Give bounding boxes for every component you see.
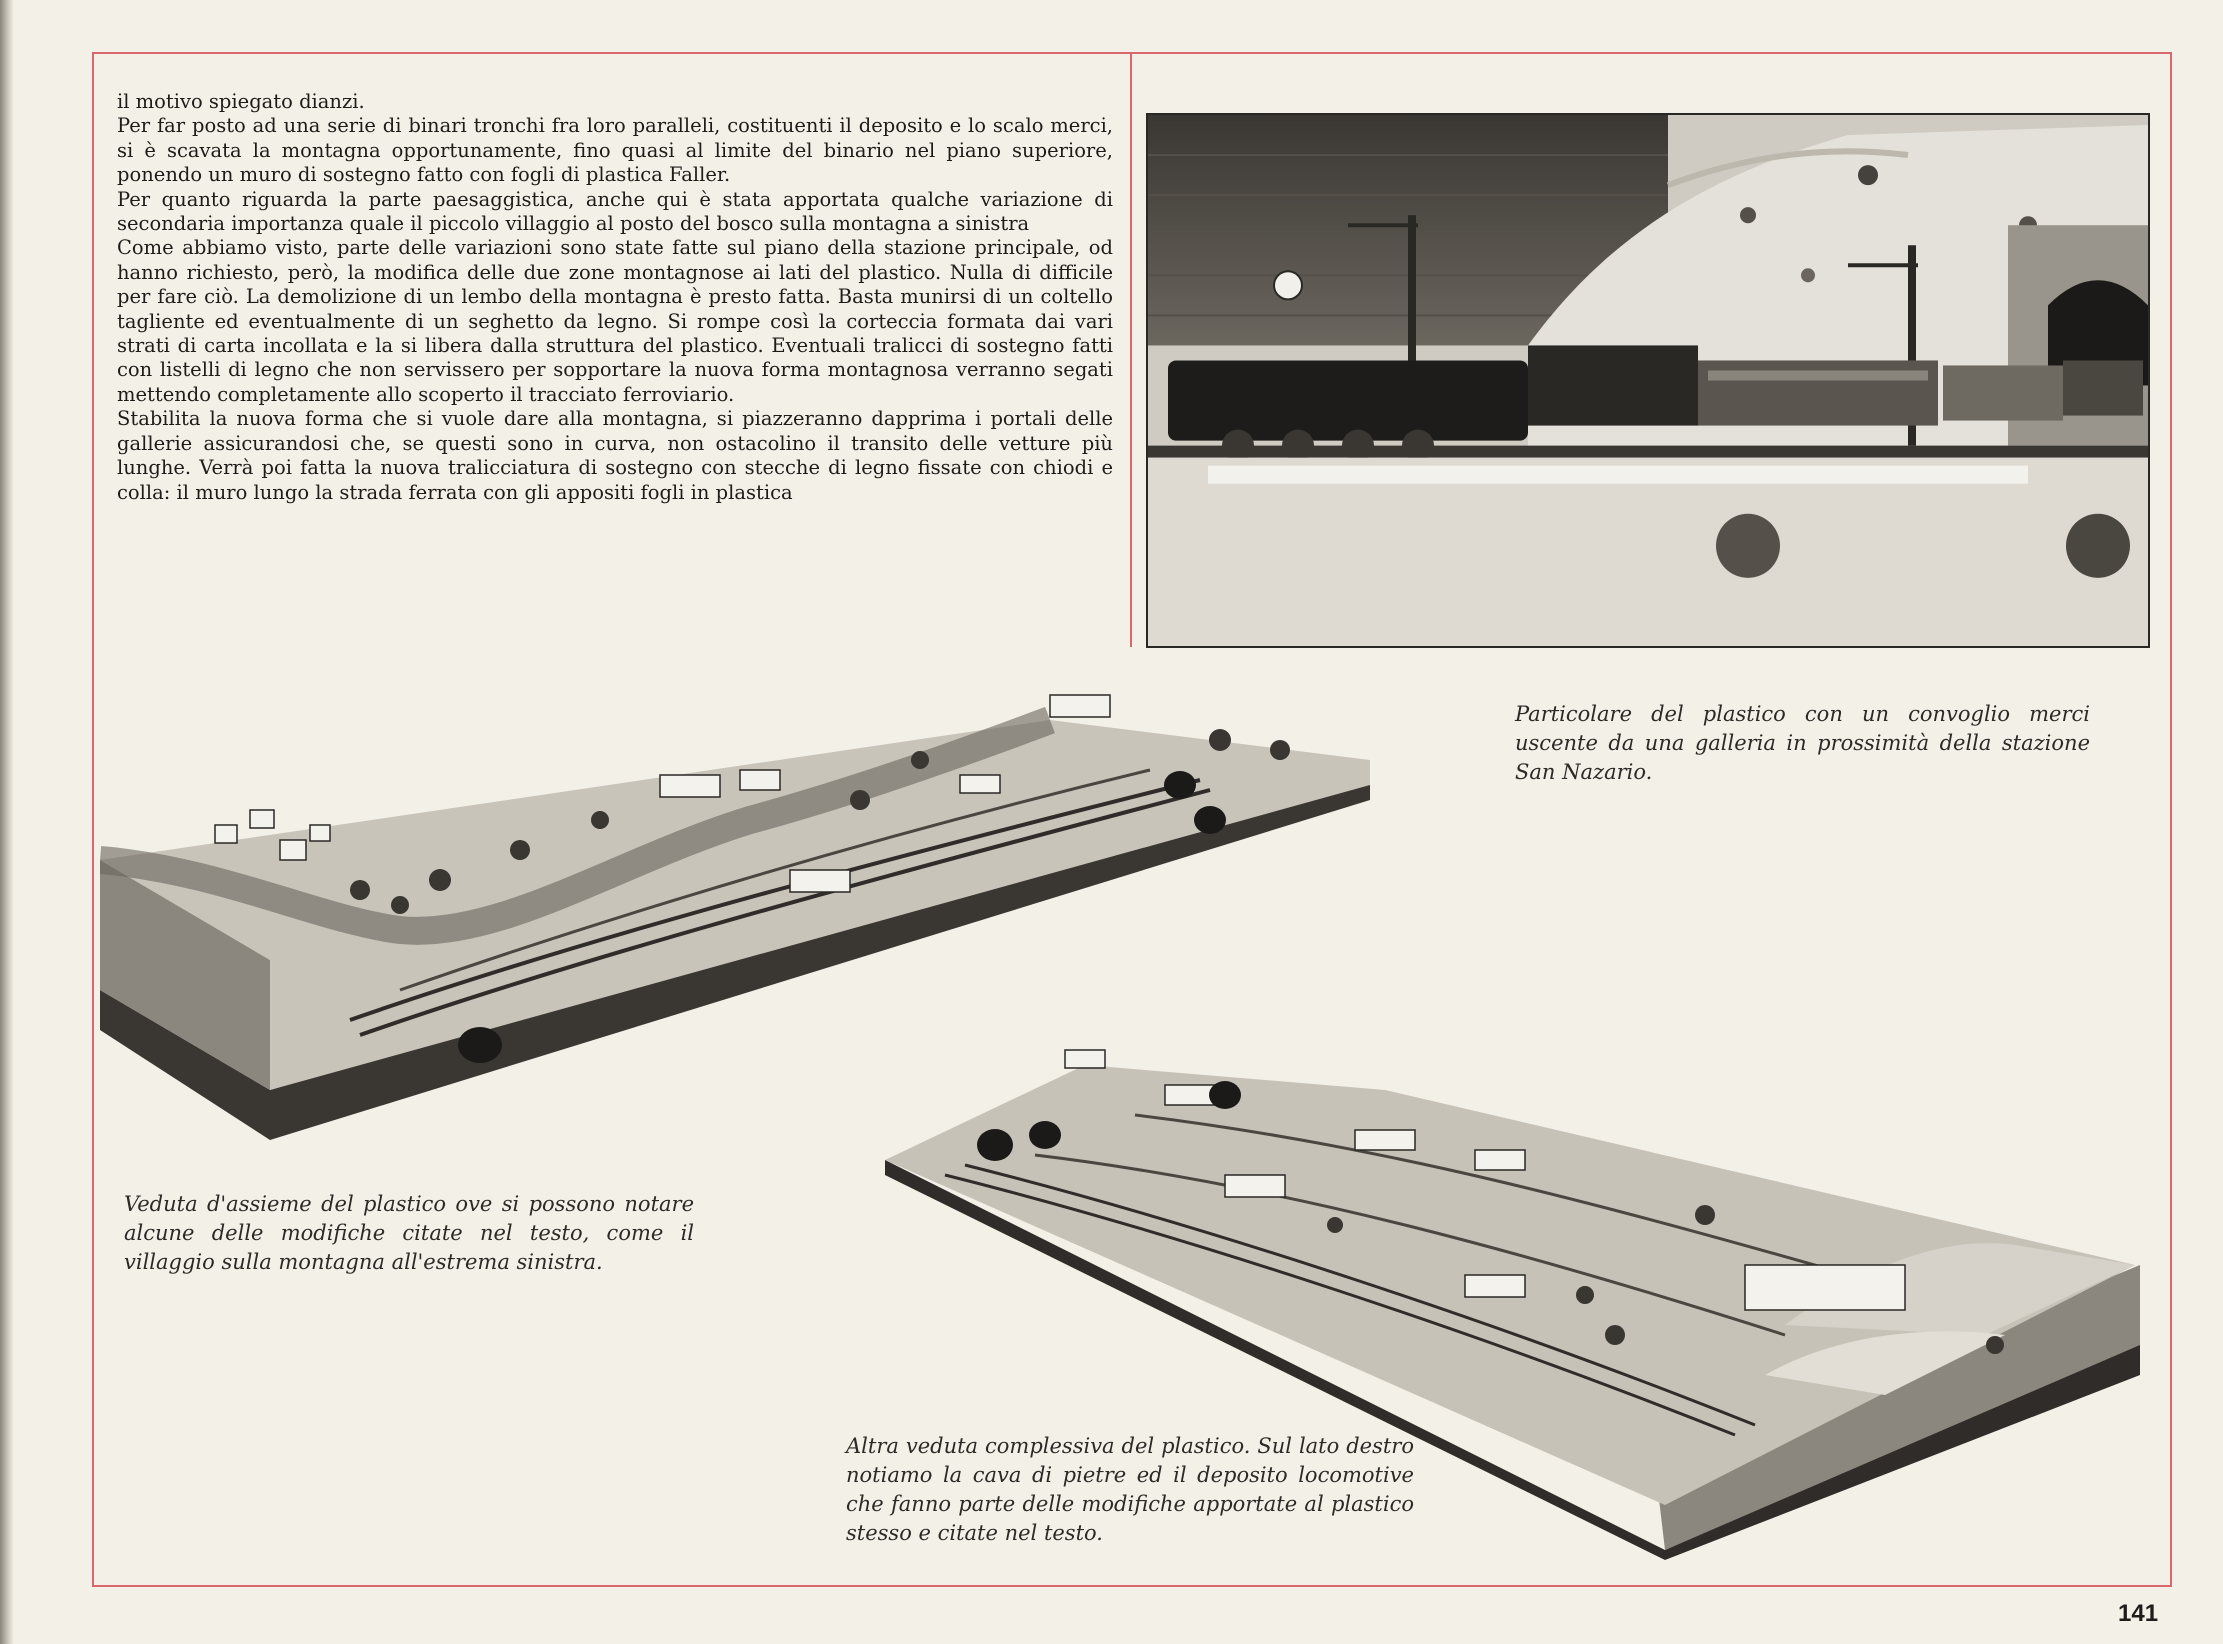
page-number: 141 (2118, 1600, 2159, 1627)
caption-tunnel-photo: Particolare del plastico con un convoglio merci uscente da una galleria in prossimità della stazione San Nazario. (1515, 702, 2090, 784)
caption-left-layout: Veduta d'assieme del plastico ove si possono notare alcune delle modifiche citate nel testo, come il villaggio sulla montagna all'estrema sinistra. (124, 1192, 694, 1274)
tunnel-train-photo (1146, 113, 2150, 648)
book-spine-shadow (0, 0, 14, 1644)
paragraph: il motivo spiegato dianzi. (117, 90, 365, 113)
column-divider (1130, 52, 1132, 647)
paragraph: Come abbiamo visto, parte delle variazioni sono state fatte sul piano della stazione principale, od hanno richiesto, però, la modifica delle due zone montagnose ai lati del plastico. Nulla di difficile per fare ciò. La demolizione di un lembo della montagna è presto fatta. Basta munirsi di un coltello tagliente ed eventualmente di un seghetto da legno. Si rompe così la corteccia formata dai vari strati di carta incollata e la si libera dalla struttura del plastico. Eventuali tralicci di sostegno fatti con listelli di legno che non servissero per sopportare la nuova forma montagnosa verranno segati mettendo completamente allo scoperto il tracciato ferroviario. (117, 236, 1113, 406)
paragraph: Per quanto riguarda la parte paesaggistica, anche qui è stata apportata qualche variazione di secondaria importanza quale il piccolo villaggio al posto del bosco sulla montagna a sinistra (117, 187, 1113, 236)
caption-right-layout: Altra veduta complessiva del plastico. Sul lato destro notiamo la cava di pietre ed il deposito locomotive che fanno parte delle modifiche apportate al plastico stesso e citate nel testo. (846, 1434, 1414, 1545)
paragraph: Per far posto ad una serie di binari tronchi fra loro paralleli, costituenti il deposito e lo scalo merci, si è scavata la montagna opportunamente, fino quasi al limite del binario nel piano superiore, ponendo un muro di sostegno fatto con fogli di plastica Faller. (117, 114, 1113, 187)
paragraph: Stabilita la nuova forma che si vuole dare alla montagna, si piazzeranno dapprima i portali delle gallerie assicurandosi che, se questi sono in curva, non ostacolino il transito delle vetture più lunghe. Verrà poi fatta la nuova tralicciatura di sostegno con stecche di legno fissate con chiodi e colla: il muro lungo la strada ferrata con gli appositi fogli in plastica (117, 407, 1113, 504)
article-body (117, 90, 1113, 505)
